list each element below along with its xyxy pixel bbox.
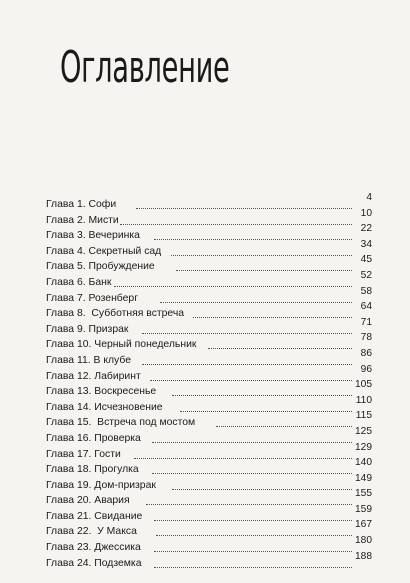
- toc-dot-leader: [136, 200, 352, 209]
- toc-page-number: 149: [355, 472, 372, 484]
- toc-row: [46, 425, 376, 447]
- toc-row: [46, 535, 376, 556]
- toc-page-number: 180: [355, 535, 372, 547]
- toc-chapter-title: Глава 2. Мисти: [46, 214, 119, 226]
- toc-page-number: 115: [355, 410, 372, 422]
- page-title: Оглавление: [60, 42, 230, 93]
- toc-row: [46, 316, 376, 338]
- toc-page-number: 140: [355, 457, 372, 469]
- toc-dot-leader: [172, 481, 352, 490]
- toc-page-number: 45: [360, 254, 372, 266]
- toc-chapter-title: Глава 11. В клубе: [46, 354, 131, 366]
- toc-chapter-title: Глава 15. Встреча под мостом: [46, 417, 196, 429]
- toc-row: [46, 238, 376, 260]
- toc-row: [46, 301, 376, 322]
- toc-page-number: 64: [360, 301, 372, 313]
- table-of-contents: [46, 192, 376, 571]
- toc-row: [46, 223, 376, 244]
- toc-dot-leader: [134, 450, 352, 459]
- toc-dot-leader: [154, 559, 352, 568]
- toc-row: [46, 457, 376, 478]
- toc-row: [46, 488, 376, 509]
- toc-row: [46, 332, 376, 353]
- toc-dot-leader: [154, 512, 352, 521]
- toc-dot-leader: [208, 340, 352, 349]
- toc-row: [46, 503, 376, 525]
- toc-row: [46, 363, 376, 385]
- toc-chapter-title: Глава 14. Исчезновение: [46, 401, 163, 413]
- toc-dot-leader: [120, 216, 352, 225]
- toc-chapter-title: Глава 4. Секретный сад: [46, 245, 162, 257]
- toc-page-number: 96: [360, 363, 372, 375]
- toc-chapter-title: Глава 13. Воскресенье: [46, 386, 157, 398]
- toc-dot-leader: [142, 356, 352, 365]
- toc-row: [46, 472, 376, 494]
- toc-chapter-title: Глава 22. У Макса: [46, 526, 137, 538]
- toc-chapter-title: Глава 6. Банк: [46, 276, 112, 288]
- toc-row: [46, 269, 376, 291]
- toc-page-number: 34: [360, 238, 372, 250]
- toc-page-number: 22: [360, 223, 372, 235]
- toc-dot-leader: [193, 309, 352, 318]
- toc-chapter-title: Глава 17. Гости: [46, 448, 121, 460]
- toc-dot-leader: [152, 465, 352, 474]
- toc-chapter-title: Глава 18. Прогулка: [46, 464, 139, 476]
- toc-page-number: 188: [355, 550, 372, 562]
- toc-chapter-title: Глава 3. Вечеринка: [46, 230, 140, 242]
- toc-chapter-title: Глава 7. Розенберг: [46, 292, 138, 304]
- toc-row: [46, 254, 376, 275]
- toc-dot-leader: [180, 403, 352, 412]
- toc-dot-leader: [150, 372, 352, 381]
- toc-dot-leader: [156, 527, 352, 536]
- toc-dot-leader: [142, 325, 352, 334]
- toc-dot-leader: [146, 496, 352, 505]
- toc-chapter-title: Глава 24. Подземка: [46, 557, 142, 569]
- toc-row: [46, 441, 376, 463]
- toc-chapter-title: Глава 5. Пробуждение: [46, 261, 155, 273]
- toc-chapter-title: Глава 12. Лабиринт: [46, 370, 141, 382]
- toc-dot-leader: [176, 262, 352, 271]
- toc-page-number: 78: [360, 332, 372, 344]
- toc-row: [46, 379, 376, 400]
- toc-row: [46, 394, 376, 416]
- toc-page-number: 86: [360, 347, 372, 359]
- toc-dot-leader: [152, 434, 352, 443]
- toc-row: [46, 410, 376, 431]
- toc-chapter-title: Глава 19. Дом-призрак: [46, 479, 156, 491]
- toc-row: [46, 192, 376, 213]
- toc-row: [46, 285, 376, 307]
- toc-chapter-title: Глава 1. Софи: [46, 199, 117, 210]
- toc-chapter-title: Глава 16. Проверка: [46, 432, 141, 444]
- toc-chapter-title: Глава 23. Джессика: [46, 542, 141, 554]
- toc-row: [46, 519, 376, 540]
- toc-page-number: 159: [355, 503, 372, 515]
- toc-page-number: 105: [355, 379, 372, 391]
- toc-page-number: 58: [360, 285, 372, 297]
- toc-dot-leader: [154, 543, 352, 552]
- toc-dot-leader: [114, 278, 352, 287]
- toc-page-number: 129: [355, 441, 372, 453]
- toc-page-number: 71: [360, 316, 372, 328]
- toc-page-number: 167: [355, 519, 372, 531]
- toc-chapter-title: Глава 21. Свидание: [46, 510, 143, 522]
- toc-page-number: 52: [360, 269, 372, 281]
- toc-dot-leader: [171, 247, 352, 256]
- toc-chapter-title: Глава 20. Авария: [46, 495, 130, 507]
- toc-dot-leader: [154, 231, 352, 240]
- toc-page-number: 125: [355, 425, 372, 437]
- toc-chapter-title: Глава 9. Призрак: [46, 323, 129, 335]
- toc-dot-leader: [160, 294, 352, 303]
- toc-row: [46, 207, 376, 229]
- toc-row: [46, 347, 376, 369]
- toc-page-number: 110: [355, 394, 372, 406]
- toc-page-number: 10: [360, 207, 372, 219]
- toc-dot-leader: [172, 387, 352, 396]
- toc-page-number: 155: [355, 488, 372, 500]
- toc-page-number: 4: [366, 192, 372, 203]
- toc-chapter-title: Глава 8. Субботняя встреча: [46, 308, 185, 320]
- toc-dot-leader: [216, 418, 352, 427]
- toc-row: [46, 550, 376, 572]
- toc-chapter-title: Глава 10. Черный понедельник: [46, 339, 197, 351]
